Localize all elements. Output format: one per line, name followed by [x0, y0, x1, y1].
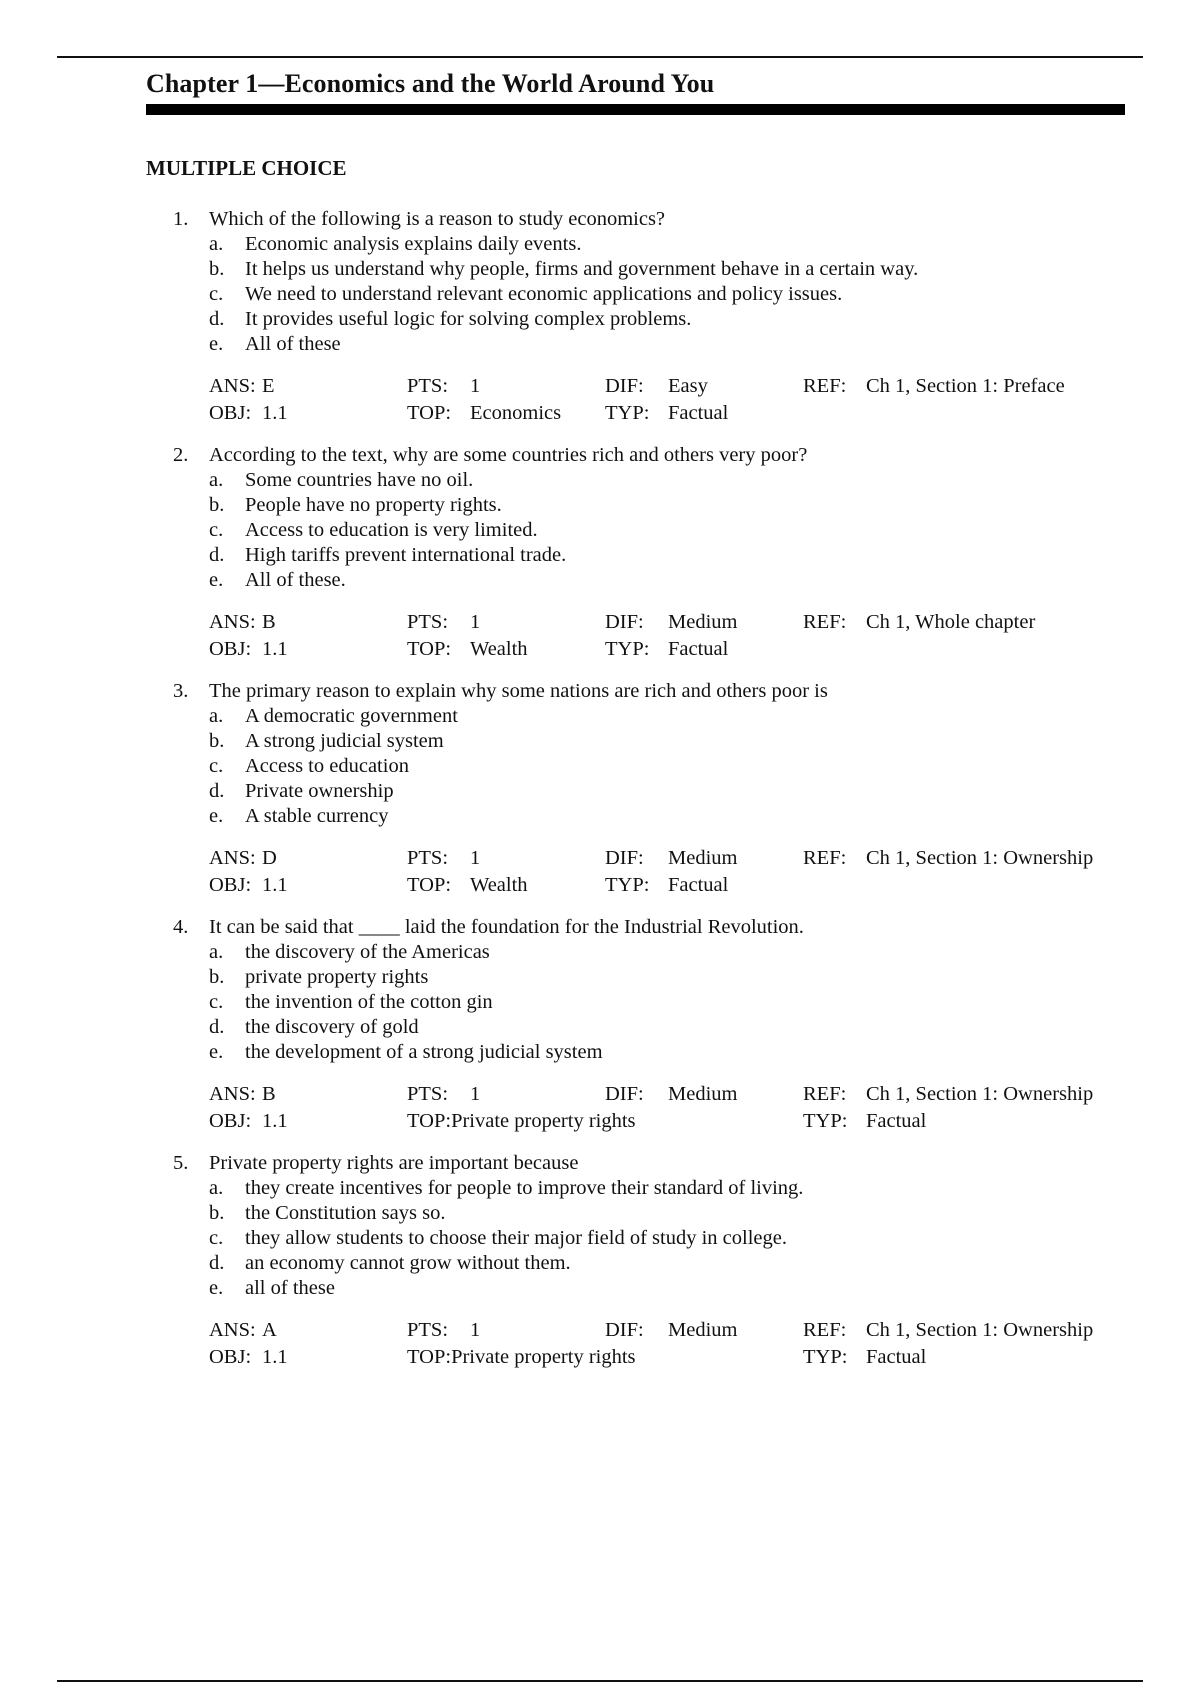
metadata-field [407, 846, 605, 871]
question-text: According to the text, why are some countries rich and others very poor? [209, 444, 808, 466]
metadata-field [605, 637, 803, 662]
metadata-field [803, 1109, 1123, 1134]
metadata-value: E [262, 375, 275, 397]
metadata-field [605, 1082, 803, 1107]
question-stem [146, 1151, 1146, 1176]
metadata-key: TOP: [407, 874, 452, 896]
answer-choices [146, 1176, 1146, 1301]
metadata-key: ANS: [209, 375, 256, 397]
answer-choice [209, 1176, 1146, 1201]
metadata-key: REF: [803, 611, 847, 633]
answer-choice [209, 257, 1146, 282]
metadata-key: TYP: [605, 874, 650, 896]
choice-letter: a. [209, 1177, 224, 1199]
metadata-key: OBJ: [209, 638, 252, 660]
metadata-key: DIF: [605, 375, 644, 397]
answer-metadata [209, 610, 1146, 662]
metadata-value: Wealth [470, 874, 528, 896]
metadata-field [803, 1318, 1123, 1343]
choice-letter: d. [209, 308, 225, 330]
metadata-field [803, 637, 1123, 662]
choice-text: All of these. [245, 569, 346, 591]
choice-letter: b. [209, 258, 225, 280]
answer-choice [209, 232, 1146, 257]
choice-text: the discovery of the Americas [245, 941, 490, 963]
metadata-field [407, 637, 605, 662]
answer-choice [209, 568, 1146, 593]
answer-choice [209, 1040, 1146, 1065]
answer-choices [146, 704, 1146, 829]
metadata-key: ANS: [209, 1319, 256, 1341]
metadata-value: 1 [470, 847, 481, 869]
metadata-field [407, 374, 605, 399]
choice-text: Access to education is very limited. [245, 519, 538, 541]
choice-text: It helps us understand why people, firms and government behave in a certain way. [245, 258, 919, 280]
question-item [146, 207, 1146, 426]
metadata-value: Private property rights [451, 1110, 636, 1132]
answer-choice [209, 704, 1146, 729]
choice-letter: e. [209, 333, 224, 355]
choice-letter: e. [209, 1041, 224, 1063]
metadata-key: PTS: [407, 1083, 449, 1105]
choice-text: they allow students to choose their major field of study in college. [245, 1227, 787, 1249]
choice-letter: e. [209, 805, 224, 827]
metadata-key: TYP: [803, 1110, 848, 1132]
metadata-field [803, 1082, 1123, 1107]
answer-choice [209, 518, 1146, 543]
choice-text: the Constitution says so. [245, 1202, 446, 1224]
answer-choice [209, 804, 1146, 829]
metadata-value: Medium [668, 611, 738, 633]
metadata-key: ANS: [209, 611, 256, 633]
question-item [146, 679, 1146, 898]
metadata-value: 1 [470, 375, 481, 397]
metadata-value: 1.1 [262, 874, 288, 896]
choice-text: Economic analysis explains daily events. [245, 233, 582, 255]
choice-letter: c. [209, 519, 224, 541]
metadata-field [407, 1082, 605, 1107]
metadata-key: TYP: [803, 1346, 848, 1368]
metadata-value: 1.1 [262, 638, 288, 660]
metadata-field [605, 1109, 803, 1134]
metadata-key: PTS: [407, 1319, 449, 1341]
question-number: 3. [173, 680, 189, 702]
metadata-field [605, 846, 803, 871]
choice-letter: e. [209, 569, 224, 591]
answer-choice [209, 332, 1146, 357]
choice-text: High tariffs prevent international trade. [245, 544, 567, 566]
answer-choice [209, 779, 1146, 804]
metadata-field [209, 873, 407, 898]
question-stem [146, 679, 1146, 704]
metadata-field [605, 401, 803, 426]
metadata-value: Wealth [470, 638, 528, 660]
top-rule [57, 56, 1143, 58]
metadata-field [803, 401, 1123, 426]
choice-text: Some countries have no oil. [245, 469, 474, 491]
metadata-value: Factual [668, 874, 729, 896]
answer-choice [209, 307, 1146, 332]
metadata-field [209, 1345, 407, 1370]
metadata-value: B [262, 611, 276, 633]
question-text: Private property rights are important because [209, 1152, 579, 1174]
metadata-field [605, 873, 803, 898]
metadata-value: Medium [668, 1319, 738, 1341]
metadata-field [407, 610, 605, 635]
answer-choice [209, 1226, 1146, 1251]
choice-letter: c. [209, 991, 224, 1013]
choice-letter: c. [209, 283, 224, 305]
metadata-value: Economics [470, 402, 562, 424]
metadata-field [407, 1318, 605, 1343]
metadata-value: 1.1 [262, 402, 288, 424]
metadata-value: Easy [668, 375, 708, 397]
metadata-key: TOP: [407, 638, 452, 660]
question-number: 1. [173, 208, 189, 230]
metadata-key: REF: [803, 847, 847, 869]
answer-choices [146, 940, 1146, 1065]
metadata-key: OBJ: [209, 402, 252, 424]
metadata-key: PTS: [407, 375, 449, 397]
choice-text: all of these [245, 1277, 335, 1299]
metadata-value: Medium [668, 847, 738, 869]
choice-text: Private ownership [245, 780, 394, 802]
choice-text: It provides useful logic for solving complex problems. [245, 308, 692, 330]
answer-choice [209, 1201, 1146, 1226]
choice-letter: d. [209, 1016, 225, 1038]
metadata-value: Ch 1, Whole chapter [866, 611, 1036, 633]
metadata-key: TYP: [605, 638, 650, 660]
metadata-field [803, 610, 1123, 635]
metadata-key: OBJ: [209, 1346, 252, 1368]
metadata-field [803, 846, 1123, 871]
choice-letter: d. [209, 1252, 225, 1274]
metadata-field [803, 1345, 1123, 1370]
question-stem [146, 443, 1146, 468]
question-list [146, 207, 1146, 1387]
choice-text: People have no property rights. [245, 494, 502, 516]
choice-letter: c. [209, 1227, 224, 1249]
choice-text: the development of a strong judicial system [245, 1041, 603, 1063]
answer-choice [209, 1251, 1146, 1276]
metadata-field [407, 1109, 636, 1134]
answer-choice [209, 543, 1146, 568]
answer-metadata [209, 846, 1146, 898]
metadata-key: ANS: [209, 847, 256, 869]
question-number: 2. [173, 444, 189, 466]
metadata-field [209, 846, 407, 871]
answer-choice [209, 493, 1146, 518]
metadata-value: B [262, 1083, 276, 1105]
question-item [146, 1151, 1146, 1370]
chapter-title: Chapter 1—Economics and the World Around You [146, 69, 715, 98]
choice-text: an economy cannot grow without them. [245, 1252, 571, 1274]
metadata-key: DIF: [605, 1319, 644, 1341]
metadata-field [209, 1082, 407, 1107]
answer-choice [209, 1015, 1146, 1040]
choice-text: the invention of the cotton gin [245, 991, 493, 1013]
metadata-key: REF: [803, 1319, 847, 1341]
answer-choice [209, 468, 1146, 493]
metadata-key: TOP: [407, 402, 452, 424]
answer-choices [146, 232, 1146, 357]
metadata-field [209, 1109, 407, 1134]
metadata-field [209, 637, 407, 662]
choice-letter: b. [209, 1202, 225, 1224]
choice-text: We need to understand relevant economic applications and policy issues. [245, 283, 843, 305]
answer-choice [209, 282, 1146, 307]
metadata-key: REF: [803, 1083, 847, 1105]
metadata-value: 1.1 [262, 1110, 288, 1132]
metadata-key: DIF: [605, 847, 644, 869]
choice-text: A strong judicial system [245, 730, 444, 752]
metadata-key: TOP: [407, 1110, 452, 1132]
metadata-value: Medium [668, 1083, 738, 1105]
answer-choice [209, 729, 1146, 754]
metadata-field [803, 873, 1123, 898]
metadata-key: ANS: [209, 1083, 256, 1105]
choice-text: Access to education [245, 755, 409, 777]
question-number: 4. [173, 916, 189, 938]
metadata-value: Factual [668, 402, 729, 424]
metadata-field [803, 374, 1123, 399]
metadata-value: Ch 1, Section 1: Ownership [866, 847, 1094, 869]
metadata-value: Factual [866, 1346, 927, 1368]
metadata-field [407, 401, 605, 426]
answer-choice [209, 990, 1146, 1015]
metadata-field [605, 1345, 803, 1370]
question-text: Which of the following is a reason to study economics? [209, 208, 666, 230]
metadata-key: TOP: [407, 1346, 452, 1368]
metadata-field [209, 374, 407, 399]
choice-text: the discovery of gold [245, 1016, 419, 1038]
metadata-key: OBJ: [209, 1110, 252, 1132]
metadata-key: DIF: [605, 1083, 644, 1105]
choice-letter: b. [209, 966, 225, 988]
answer-choice [209, 1276, 1146, 1301]
metadata-value: 1.1 [262, 1346, 288, 1368]
question-item [146, 915, 1146, 1134]
metadata-key: DIF: [605, 611, 644, 633]
metadata-field [605, 1318, 803, 1343]
metadata-key: TYP: [605, 402, 650, 424]
metadata-field [407, 873, 605, 898]
choice-text: they create incentives for people to improve their standard of living. [245, 1177, 804, 1199]
question-item [146, 443, 1146, 662]
metadata-field [605, 374, 803, 399]
metadata-value: 1 [470, 611, 481, 633]
metadata-key: PTS: [407, 611, 449, 633]
answer-choices [146, 468, 1146, 593]
choice-letter: a. [209, 941, 224, 963]
question-text: It can be said that ____ laid the foundation for the Industrial Revolution. [209, 916, 804, 938]
answer-choice [209, 965, 1146, 990]
choice-letter: b. [209, 494, 225, 516]
metadata-key: OBJ: [209, 874, 252, 896]
choice-text: private property rights [245, 966, 429, 988]
choice-letter: c. [209, 755, 224, 777]
metadata-value: Factual [668, 638, 729, 660]
answer-metadata [209, 1082, 1146, 1134]
answer-choice [209, 940, 1146, 965]
question-stem [146, 915, 1146, 940]
metadata-field [209, 1318, 407, 1343]
metadata-value: 1 [470, 1319, 481, 1341]
choice-letter: d. [209, 780, 225, 802]
choice-letter: d. [209, 544, 225, 566]
metadata-value: Ch 1, Section 1: Ownership [866, 1319, 1094, 1341]
question-text: The primary reason to explain why some nations are rich and others poor is [209, 680, 828, 702]
metadata-value: Ch 1, Section 1: Ownership [866, 1083, 1094, 1105]
choice-letter: a. [209, 469, 224, 491]
section-heading: MULTIPLE CHOICE [146, 156, 347, 180]
answer-metadata [209, 374, 1146, 426]
choice-letter: e. [209, 1277, 224, 1299]
metadata-value: A [262, 1319, 277, 1341]
question-number: 5. [173, 1152, 189, 1174]
answer-choice [209, 754, 1146, 779]
metadata-key: PTS: [407, 847, 449, 869]
metadata-value: 1 [470, 1083, 481, 1105]
metadata-value: Private property rights [451, 1346, 636, 1368]
metadata-field [407, 1345, 636, 1370]
metadata-value: Ch 1, Section 1: Preface [866, 375, 1065, 397]
choice-letter: b. [209, 730, 225, 752]
metadata-key: REF: [803, 375, 847, 397]
answer-metadata [209, 1318, 1146, 1370]
choice-letter: a. [209, 233, 224, 255]
choice-text: A stable currency [245, 805, 389, 827]
metadata-field [605, 610, 803, 635]
metadata-field [209, 401, 407, 426]
choice-text: A democratic government [245, 705, 458, 727]
metadata-value: Factual [866, 1110, 927, 1132]
bottom-rule [57, 1680, 1143, 1682]
choice-text: All of these [245, 333, 341, 355]
question-stem [146, 207, 1146, 232]
title-underline-bar [146, 104, 1125, 115]
metadata-field [209, 610, 407, 635]
choice-letter: a. [209, 705, 224, 727]
metadata-value: D [262, 847, 277, 869]
